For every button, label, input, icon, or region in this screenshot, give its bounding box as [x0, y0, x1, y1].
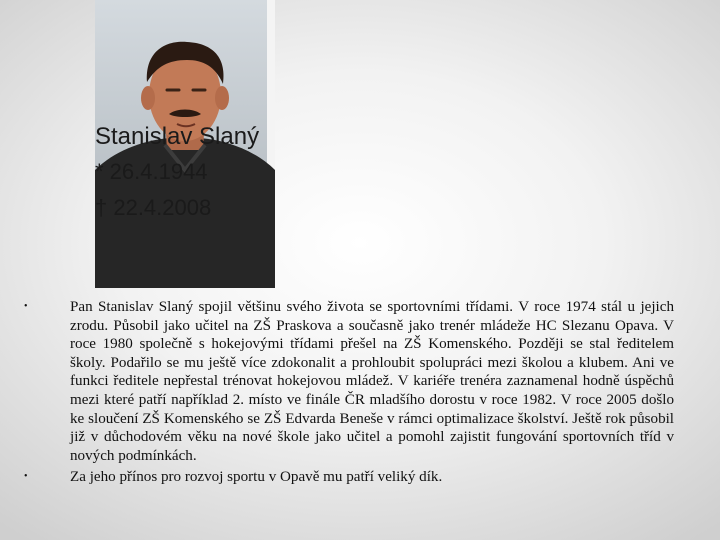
bullet-item	[24, 298, 674, 465]
bullet-icon: •	[24, 301, 28, 312]
bullet-item	[24, 468, 674, 487]
portrait-caption	[95, 120, 259, 226]
death-date: † 22.4.2008	[95, 195, 212, 220]
person-name: Stanislav Slaný	[95, 123, 260, 150]
bullet-icon: •	[24, 471, 28, 483]
bullet-text-thanks: Za jeho přínos pro rozvoj sportu v Opavě mu patří veliký dík.	[70, 469, 443, 486]
bullet-text-biography: Pan Stanislav Slaný spojil většinu svého života se sportovními třídami. V roce 1974 stál u jejich zrodu. Působil jako učitel na ZŠ Praskova a současně jako trenér mládeže HC Slezanu Opava. V roce 1980 společně s hokejovými třídami přešel na ZŠ Komenského. Později se stal ředitelem školy. Podařilo se mu ještě více zdokonalit a prohloubit spolupráci mezi školou a klubem. Ani ve funkci ředitele nepřestal trénovat hokejovou mládež. V kariéře trenéra zaznamenal hodně úspěchů mezi které patří například 2. místo ve finále ČR mladšího dorostu v roce 1982. V roce 2005 došlo ke sloučení ZŠ Komenského se ZŠ Edvarda Beneše v rámci optimalizace školství. Ještě rok působil již v důchodovém věku na nové škole jako učitel a pomohl zajistit fungování sportovních tříd v nových podmínkách.	[70, 299, 674, 464]
bullet-list	[24, 298, 674, 490]
birth-date: * 26.4.1944	[95, 159, 208, 184]
